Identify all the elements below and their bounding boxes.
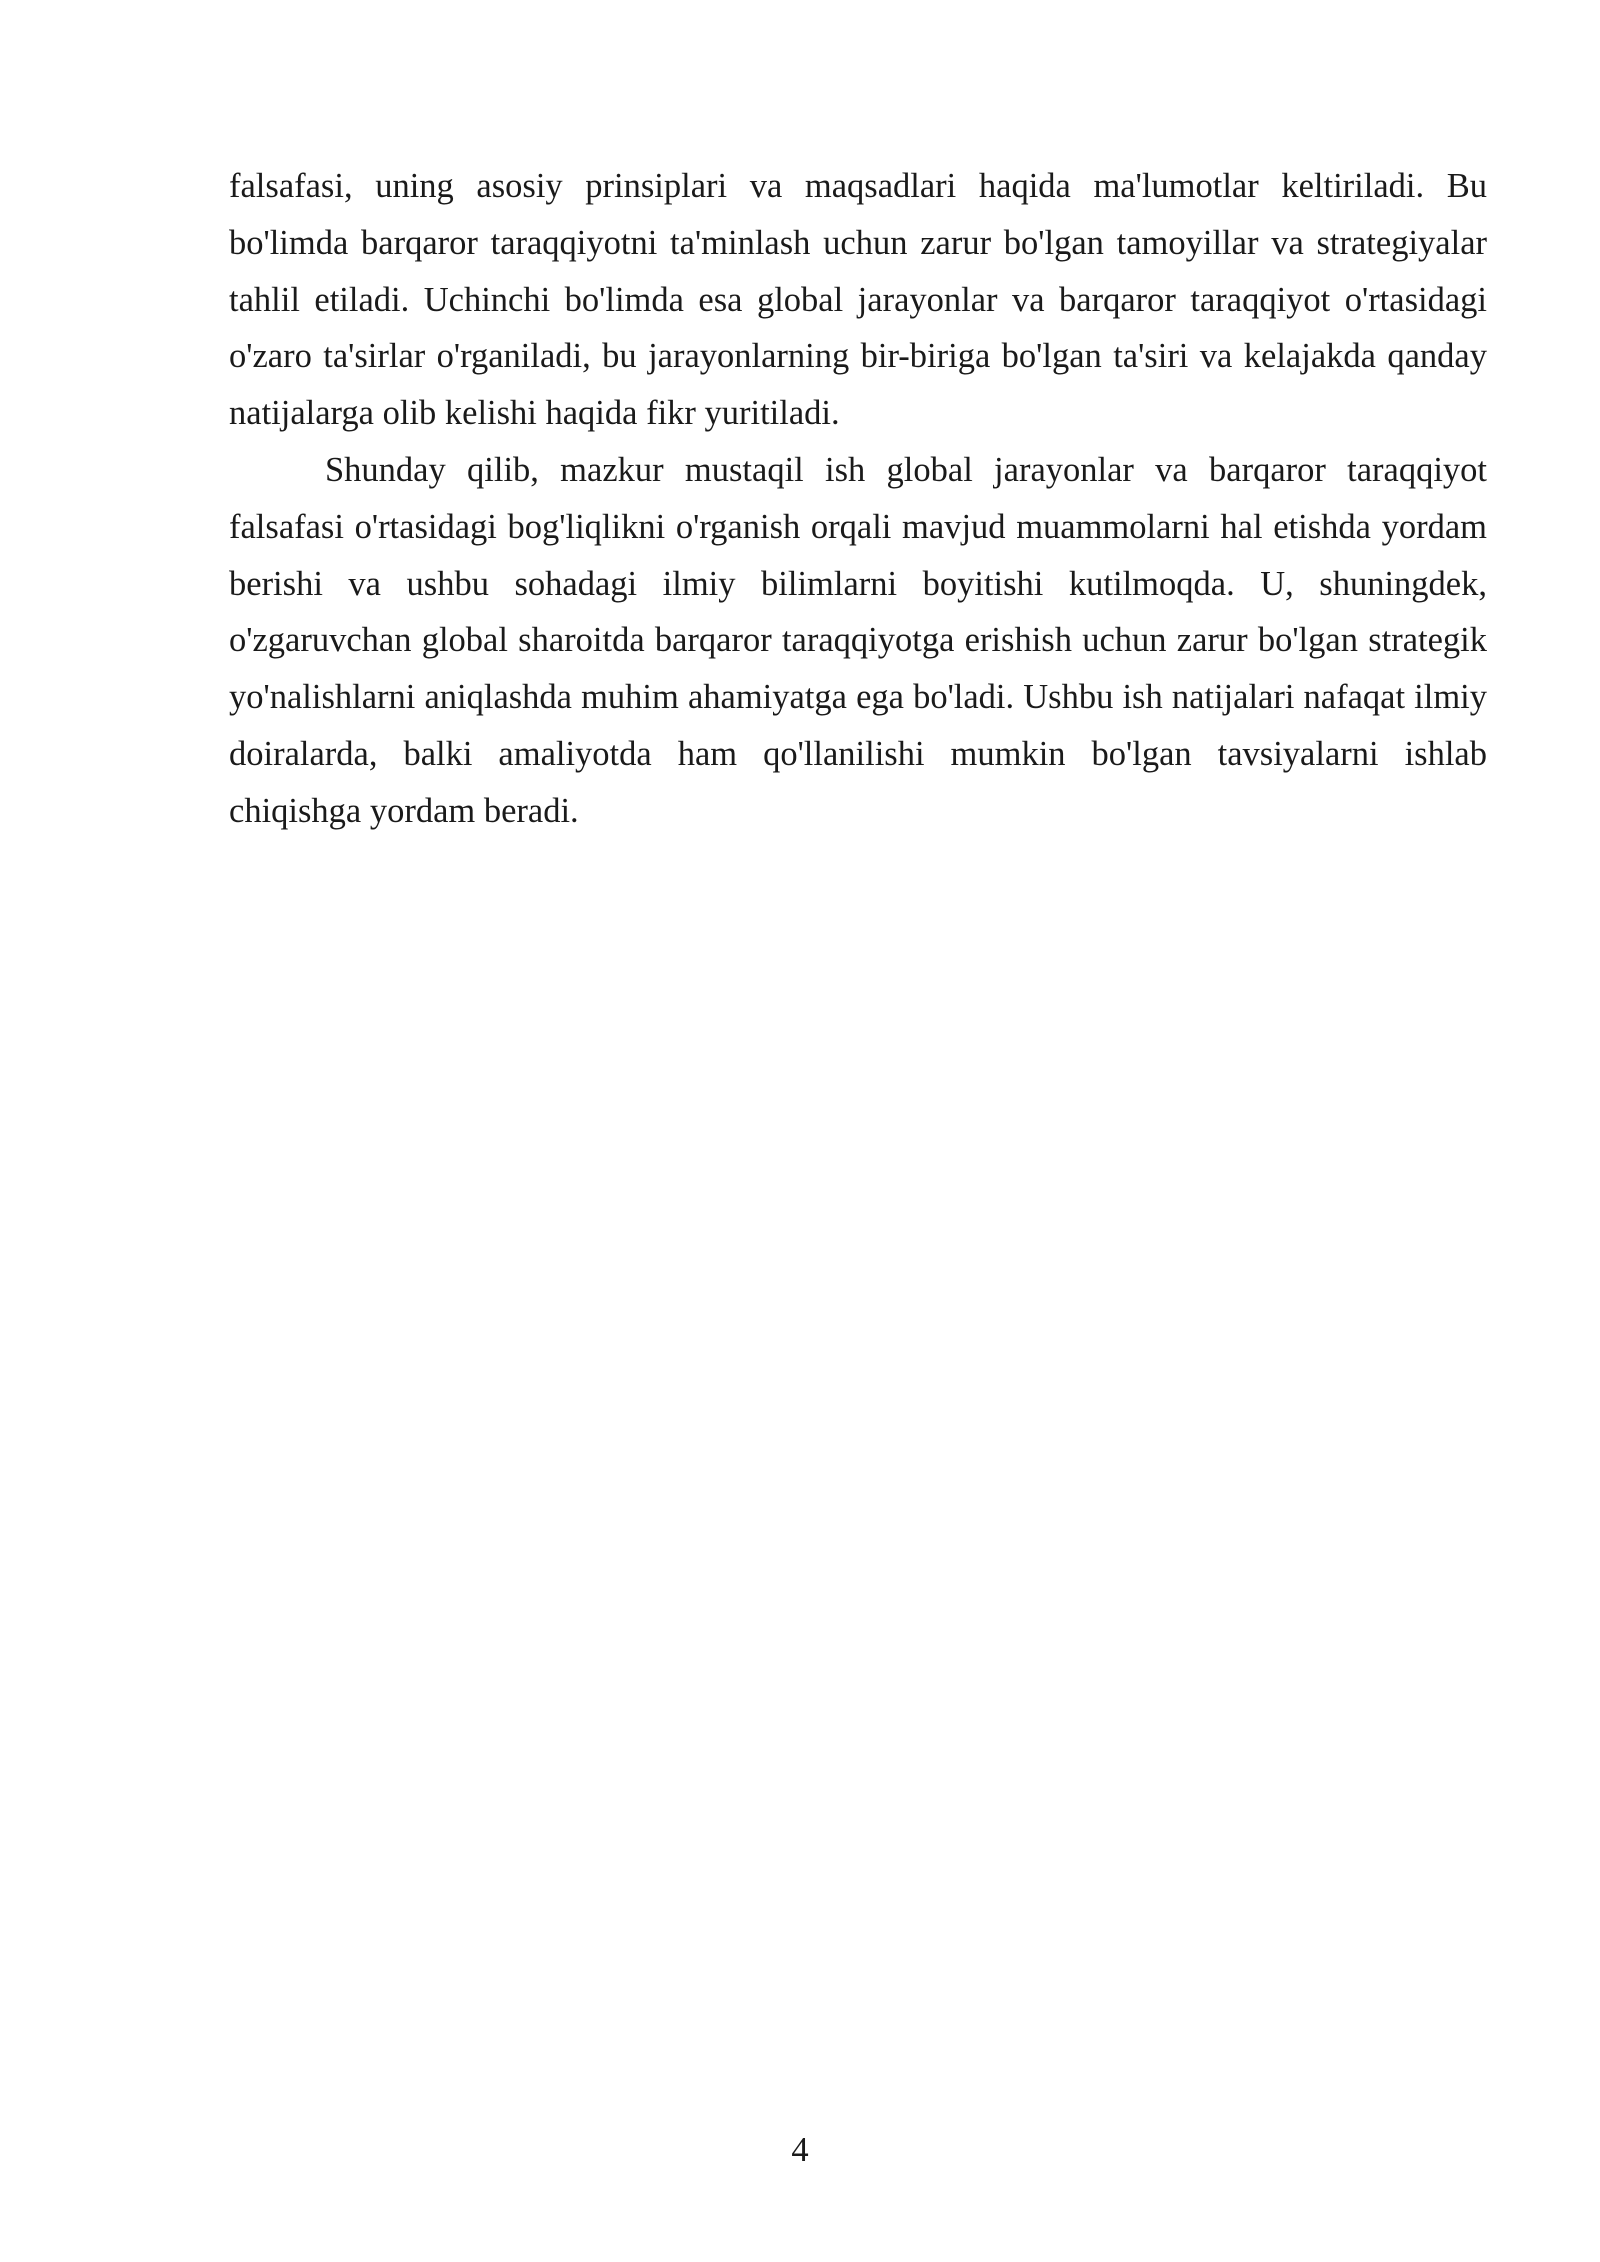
body-text [229,158,1487,840]
page-number: 4 [791,2131,809,2169]
paragraph-conclusion: Shunday qilib, mazkur mustaqil ish global jarayonlar va barqaror taraqqiyot falsafasi o'rtasidagi bog'liqlikni o'rganish orqali mavjud muammolarni hal etishda yordam berishi va ushbu sohadagi ilmiy bilimlarni boyitishi kutilmoqda. U, shuningdek, o'zgaruvchan global sharoitda barqaror taraqqiyotga erishish uchun zarur bo'lgan strategik yo'nalishlarni aniqlashda muhim ahamiyatga ega bo'ladi. Ushbu ish natijalari nafaqat ilmiy doiralarda, balki amaliyotda ham qo'llanilishi mumkin bo'lgan tavsiyalarni ishlab chiqishga yordam beradi. [229,450,1487,830]
paragraph-continued: falsafasi, uning asosiy prinsiplari va maqsadlari haqida ma'lumotlar keltiriladi. Bu bo'limda barqaror taraqqiyotni ta'minlash uchun zarur bo'lgan tamoyillar va strategiyalar tahlil etiladi. Uchinchi bo'limda esa global jarayonlar va barqaror taraqqiyot o'rtasidagi o'zaro ta'sirlar o'rganiladi, bu jarayonlarning bir-biriga bo'lgan ta'siri va kelajakda qanday natijalarga olib kelishi haqida fikr yuritiladi. [229,167,1487,433]
